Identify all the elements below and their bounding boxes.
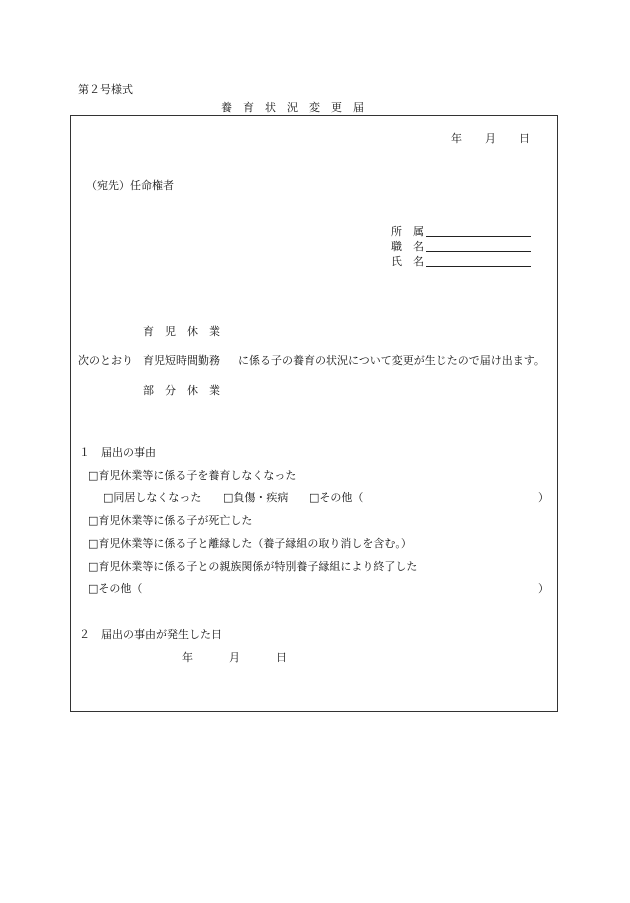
name-label: 氏 名 — [391, 255, 424, 268]
affiliation-label: 所 属 — [391, 225, 424, 238]
sub-option-other[interactable]: □その他（ — [309, 491, 364, 504]
option-dissolved-adoption[interactable]: □育児休業等に係る子と離縁した（養子縁組の取り消しを含む。） — [88, 537, 412, 550]
form-frame — [70, 115, 558, 712]
position-field[interactable] — [391, 241, 531, 252]
option-no-longer-raising[interactable]: □育児休業等に係る子を養育しなくなった — [88, 469, 297, 482]
position-line[interactable] — [426, 241, 531, 252]
affiliation-line[interactable] — [426, 226, 531, 237]
statement-prefix: 次のとおり — [78, 354, 133, 367]
date-day[interactable]: 日 — [519, 132, 530, 145]
date-month[interactable]: 月 — [485, 132, 496, 145]
statement-suffix: に係る子の養育の状況について変更が生じたので届け出ます。 — [238, 354, 545, 367]
date-year[interactable]: 年 — [451, 132, 462, 145]
leave-type-childcare: 育 児 休 業 — [143, 325, 220, 338]
sub-option-injury[interactable]: □負傷・疾病 — [223, 491, 289, 504]
leave-type-short-hours: 育児短時間勤務 — [143, 354, 220, 367]
sub-option-other-close: ） — [538, 491, 549, 504]
occurrence-day[interactable]: 日 — [276, 651, 287, 664]
section1-heading: １ 届出の事由 — [79, 446, 156, 459]
form-title: 養 育 状 況 変 更 届 — [221, 101, 364, 114]
affiliation-field[interactable] — [391, 226, 531, 237]
leave-type-partial: 部 分 休 業 — [143, 384, 220, 397]
form-number: 第２号様式 — [78, 83, 133, 96]
name-field[interactable] — [391, 256, 531, 267]
occurrence-year[interactable]: 年 — [182, 651, 193, 664]
section2-heading: ２ 届出の事由が発生した日 — [79, 628, 222, 641]
occurrence-month[interactable]: 月 — [229, 651, 240, 664]
option-other-close: ） — [538, 582, 549, 595]
option-child-died[interactable]: □育児休業等に係る子が死亡した — [88, 514, 253, 527]
name-line[interactable] — [426, 256, 531, 267]
position-label: 職 名 — [391, 240, 424, 253]
option-special-adoption[interactable]: □育児休業等に係る子との親族関係が特別養子縁組により終了した — [88, 560, 418, 573]
sub-option-separate[interactable]: □同居しなくなった — [103, 491, 202, 504]
addressee: （宛先）任命権者 — [86, 179, 174, 192]
option-other[interactable]: □その他（ — [88, 582, 143, 595]
